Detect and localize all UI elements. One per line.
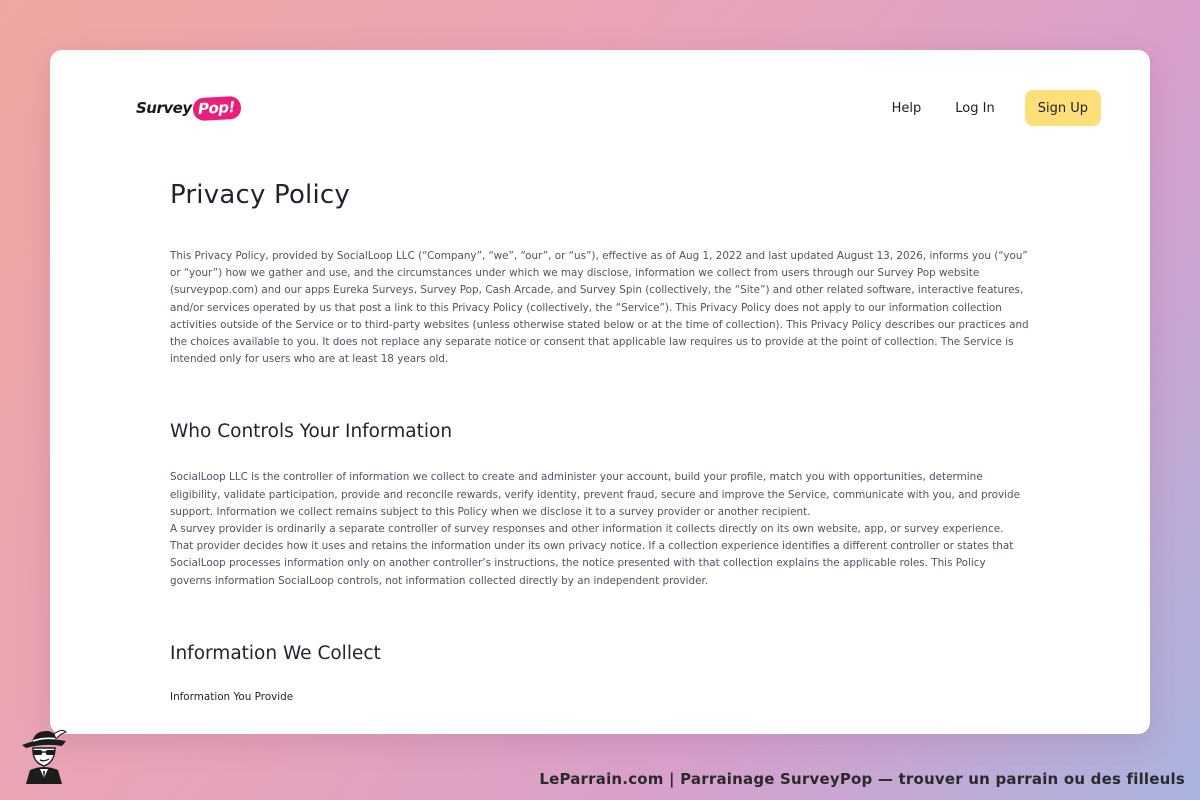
surveypop-logo[interactable] — [136, 94, 241, 122]
page-title: Privacy Policy — [170, 180, 350, 210]
section-title-who-controls: Who Controls Your Information — [170, 421, 453, 443]
browser-page-card — [50, 50, 1150, 734]
section-paragraph: A survey provider is ordinarily a separate controller of survey responses and other information it collects directly on its own website, app, or survey experience. That provider decides how it uses and retains the information under its own privacy notice. If a collection experience identifies a different controller or states that SocialLoop processes information only on another controller’s instructions, the notice presented with that collection explains the applicable roles. This Policy governs information SocialLoop controls, not information collected directly by an independent provider. — [170, 523, 1014, 587]
subheading-information-you-provide: Information You Provide — [170, 690, 294, 703]
login-link[interactable]: Log In — [955, 100, 995, 116]
logo-wordmark: Survey — [136, 99, 192, 117]
logo-pop-badge: Pop! — [192, 95, 241, 120]
section-paragraph: SocialLoop LLC is the controller of information we collect to create and administer your account, build your profile, match you with opportunities, determine eligibility, validate participation, provide and reconcile rewards, verify identity, prevent fraud, secure and improve the Service, communicate with you, and provide support. Information we collect remains subject to this Policy when we disclose it to a survey provider or another recipient. — [170, 471, 1021, 518]
intro-paragraph: This Privacy Policy, provided by SocialLoop LLC (“Company”, “we”, “our”, or “us”), effective as of Aug 1, 2022 and last updated August 13, 2026, informs you (“you” or “your”) how we gather and use, and the circumstances under which we may disclose, information we collect from users through our Survey Pop website (surveypop.com) and our apps Eureka Surveys, Survey Pop, Cash Arcade, and Survey Spin (collectively, the “Site”) and other related software, interactive features, and/or services operated by us that post a link to this Privacy Policy (collectively, the “Service”). This Privacy Policy does not apply to our information collection activities outside of the Service or to third-party websites (unless otherwise stated below or at the time of collection). This Privacy Policy describes our practices and the choices available to you. It does not replace any separate notice or consent that applicable law requires us to provide at the point of collection. The Service is intended only for users who are at least 18 years old. — [170, 250, 1029, 366]
signup-button[interactable]: Sign Up — [1025, 90, 1101, 126]
policy-content — [170, 180, 1030, 703]
top-nav — [858, 90, 1101, 126]
help-link[interactable]: Help — [891, 100, 922, 116]
detective-mascot-icon — [18, 728, 70, 784]
footer-caption: LeParrain.com | Parrainage SurveyPop — trouver un parrain ou des filleuls — [539, 770, 1185, 788]
section-title-information-we-collect: Information We Collect — [170, 642, 381, 664]
